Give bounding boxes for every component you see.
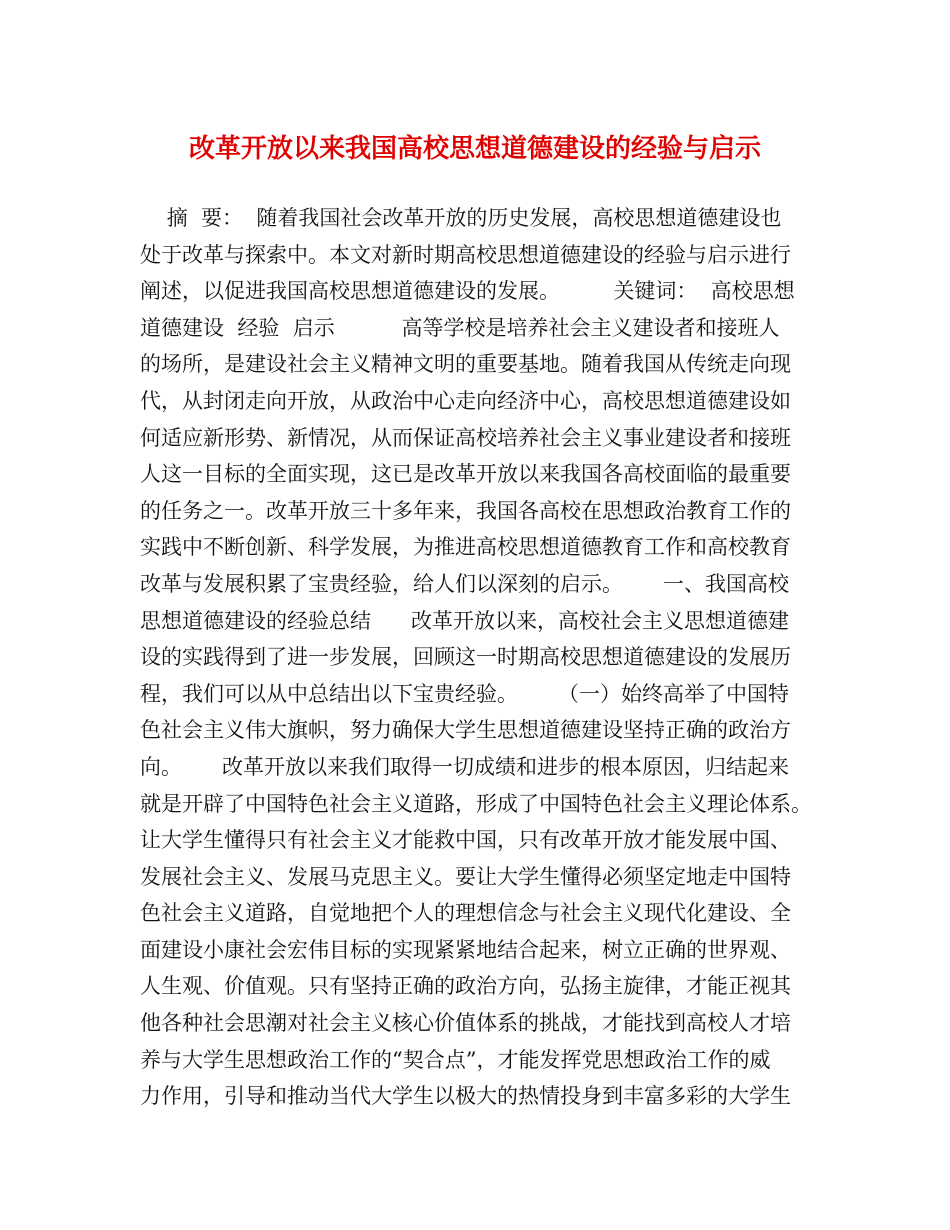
body-line: 程，我们可以从中总结出以下宝贵经验。 （一）始终高举了中国特 [140, 681, 790, 706]
body-line: 面建设小康社会宏伟目标的实现紧紧地结合起来，树立正确的世界观、 [140, 937, 791, 962]
body-line: 处于改革与探索中。本文对新时期高校思想道德建设的经验与启示进行 [140, 242, 791, 267]
body-line: 色社会主义道路，自觉地把个人的理想信念与社会主义现代化建设、全 [140, 901, 791, 926]
body-line: 改革与发展积累了宝贵经验，给人们以深刻的启示。 一、我国高校 [140, 571, 790, 596]
body-line: 道德建设 经验 启示 高等学校是培养社会主义建设者和接班人 [140, 315, 780, 340]
body-line: 的任务之一。改革开放三十多年来，我国各高校在思想政治教育工作的 [140, 498, 791, 523]
body-line: 阐述，以促进我国高校思想道德建设的发展。 关键词： 高校思想 [140, 279, 795, 304]
document-title: 改革开放以来我国高校思想道德建设的经验与启示 [188, 134, 761, 164]
body-line: 摘 要： 随着我国社会改革开放的历史发展，高校思想道德建设也 [140, 206, 782, 230]
body-line: 力作用，引导和推动当代大学生以极大的热情投身到丰富多彩的大学生 [140, 1084, 791, 1109]
body-line: 他各种社会思潮对社会主义核心价值体系的挑战，才能找到高校人才培 [140, 1011, 791, 1036]
body-line: 养与大学生思想政治工作的“契合点”，才能发挥党思想政治工作的威 [140, 1047, 771, 1072]
body-line: 思想道德建设的经验总结 改革开放以来，高校社会主义思想道德建 [140, 608, 790, 633]
body-line: 向。 改革开放以来我们取得一切成绩和进步的根本原因，归结起来 [140, 754, 790, 779]
body-line: 人生观、价值观。只有坚持正确的政治方向，弘扬主旋律，才能正视其 [140, 974, 791, 999]
body-line: 代，从封闭走向开放，从政治中心走向经济中心，高校思想道德建设如 [140, 388, 791, 413]
body-line: 色社会主义伟大旗帜，努力确保大学生思想道德建设坚持正确的政治方 [140, 718, 791, 743]
body-line: 让大学生懂得只有社会主义才能救中国，只有改革开放才能发展中国、 [140, 828, 791, 853]
body-line: 的场所，是建设社会主义精神文明的重要基地。随着我国从传统走向现 [140, 352, 791, 377]
body-line: 就是开辟了中国特色社会主义道路，形成了中国特色社会主义理论体系。 [140, 791, 812, 816]
body-line: 设的实践得到了进一步发展，回顾这一时期高校思想道德建设的发展历 [140, 645, 791, 670]
body-line: 人这一目标的全面实现，这已是改革开放以来我国各高校面临的最重要 [140, 462, 791, 487]
body-line: 何适应新形势、新情况，从而保证高校培养社会主义事业建设者和接班 [140, 425, 791, 450]
body-line: 实践中不断创新、科学发展，为推进高校思想道德教育工作和高校教育 [140, 535, 791, 560]
document-body [140, 200, 840, 1115]
body-line: 发展社会主义、发展马克思主义。要让大学生懂得必须坚定地走中国特 [140, 864, 791, 889]
